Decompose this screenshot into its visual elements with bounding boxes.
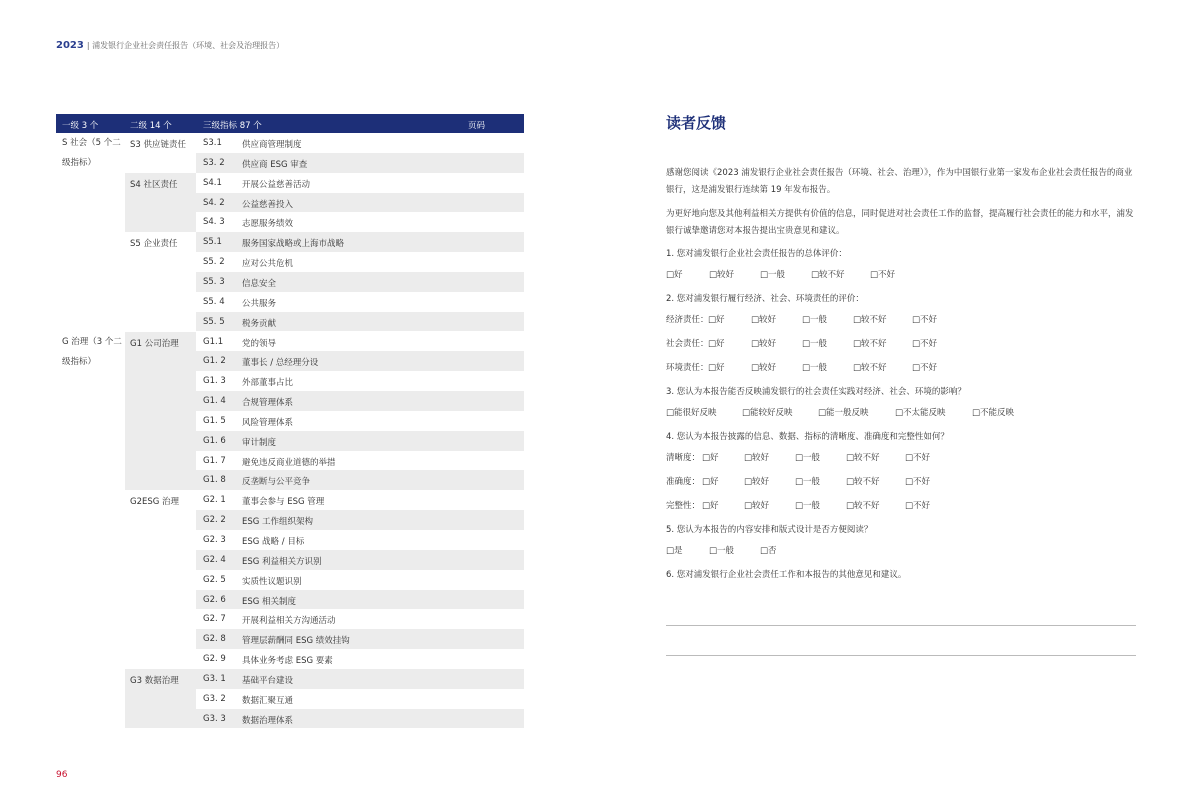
indicator-name: 党的领导 — [242, 338, 277, 349]
level2-label: S4 社区责任 — [130, 179, 178, 190]
table-row — [56, 133, 524, 153]
table-row — [56, 173, 524, 193]
header-level2: 二级 14 个 — [130, 121, 172, 131]
page-header — [56, 40, 284, 51]
indicator-name: 数据治理体系 — [242, 715, 294, 726]
option-checkbox[interactable]: □不好 — [912, 315, 938, 325]
indicator-name: 公益慈善投入 — [242, 199, 294, 210]
indicator-name: 审计制度 — [242, 437, 277, 448]
report-title: | 浦发银行企业社会责任报告（环境、社会及治理报告） — [86, 41, 285, 50]
table-row — [56, 669, 524, 689]
indicator-code: S5. 4 — [203, 296, 225, 307]
indicator-name: 信息安全 — [242, 278, 277, 289]
table-row — [56, 371, 524, 391]
indicator-code: G1. 3 — [203, 376, 226, 387]
indicator-name: 反垄断与公平竞争 — [242, 477, 311, 488]
table-row — [56, 490, 524, 510]
table-row — [56, 411, 524, 431]
table-row — [56, 451, 524, 471]
option-checkbox[interactable]: □较好 — [744, 501, 770, 511]
option-checkbox[interactable]: □好 — [666, 270, 683, 280]
indicator-name: 管理层薪酬同 ESG 绩效挂钩 — [242, 636, 350, 647]
indicator-code: S5. 5 — [203, 316, 225, 327]
option-checkbox[interactable]: □较不好 — [853, 339, 887, 349]
question-2-rows — [666, 313, 1136, 375]
indicator-name: 外部董事占比 — [242, 378, 294, 389]
table-row — [56, 351, 524, 371]
rating-label: 准确度： — [666, 477, 701, 487]
indicator-code: S3. 2 — [203, 157, 225, 168]
option-checkbox[interactable]: □较不好 — [853, 363, 887, 373]
indicator-name: 风险管理体系 — [242, 417, 294, 428]
indicator-code: S4.1 — [203, 177, 222, 188]
option-checkbox[interactable]: □较好 — [751, 363, 777, 373]
indicator-code: G3. 1 — [203, 673, 226, 684]
option-checkbox[interactable]: □较不好 — [853, 315, 887, 325]
indicator-code: G2. 9 — [203, 654, 226, 665]
option-checkbox[interactable]: □一般 — [709, 546, 735, 556]
table-row — [56, 272, 524, 292]
option-checkbox[interactable]: □能很好反映 — [666, 408, 717, 418]
indicator-code: G1. 5 — [203, 415, 226, 426]
question-2: 2. 您对浦发银行履行经济、社会、环境责任的评价： — [666, 294, 864, 304]
indicator-code: S5. 3 — [203, 276, 225, 287]
rating-row — [666, 499, 1136, 513]
rating-label: 环境责任： — [666, 363, 709, 373]
rating-label: 清晰度： — [666, 453, 701, 463]
option-checkbox[interactable]: □能一般反映 — [818, 408, 869, 418]
table-row — [56, 292, 524, 312]
index-table — [56, 114, 524, 729]
rating-row — [666, 313, 1136, 327]
level1-label: S 社会（5 个二级指标） — [62, 138, 121, 168]
option-checkbox[interactable]: □较好 — [709, 270, 735, 280]
indicator-name: 供应商 ESG 审查 — [242, 159, 308, 170]
indicator-code: G2. 2 — [203, 515, 226, 526]
indicator-code: G2. 4 — [203, 554, 226, 565]
indicator-name: 董事会参与 ESG 管理 — [242, 497, 325, 508]
table-row — [56, 649, 524, 669]
table-row — [56, 470, 524, 490]
table-row — [56, 232, 524, 252]
indicator-name: 应对公共危机 — [242, 259, 294, 270]
option-checkbox[interactable]: □较不好 — [811, 270, 845, 280]
option-checkbox[interactable]: □较好 — [751, 315, 777, 325]
question-1-options — [666, 268, 1136, 282]
header-page: 页码 — [468, 121, 486, 131]
option-checkbox[interactable]: □一般 — [795, 501, 821, 511]
indicator-code: G1.1 — [203, 336, 224, 347]
indicator-code: G3. 2 — [203, 693, 226, 704]
table-row — [56, 550, 524, 570]
option-checkbox[interactable]: □不太能反映 — [895, 408, 946, 418]
option-checkbox[interactable]: □好 — [702, 501, 719, 511]
table-row — [56, 153, 524, 173]
option-checkbox[interactable]: □好 — [702, 477, 719, 487]
indicator-code: G2. 1 — [203, 495, 226, 506]
question-4: 4. 您认为本报告披露的信息、数据、指标的清晰度、准确度和完整性如何？ — [666, 432, 949, 442]
indicator-name: 具体业务考虑 ESG 要素 — [242, 656, 333, 667]
option-checkbox[interactable]: □一般 — [802, 339, 828, 349]
option-checkbox[interactable]: □较不好 — [846, 453, 880, 463]
option-checkbox[interactable]: □不好 — [912, 339, 938, 349]
feedback-title: 读者反馈 — [666, 114, 727, 132]
option-checkbox[interactable]: □不好 — [905, 501, 931, 511]
indicator-name: 避免违反商业道德的举措 — [242, 457, 336, 468]
table-row — [56, 252, 524, 272]
rating-label: 社会责任： — [666, 339, 709, 349]
reader-feedback — [666, 112, 1136, 589]
indicator-code: G2. 5 — [203, 574, 226, 585]
question-1: 1. 您对浦发银行企业社会责任报告的总体评价： — [666, 249, 847, 259]
option-checkbox[interactable]: □不好 — [905, 453, 931, 463]
option-checkbox[interactable]: □较好 — [751, 339, 777, 349]
question-5-options — [666, 544, 1136, 558]
indicator-code: S4. 2 — [203, 197, 225, 208]
table-row — [56, 629, 524, 649]
indicator-code: G1. 6 — [203, 435, 226, 446]
indicator-name: 数据汇聚互通 — [242, 695, 294, 706]
table-row — [56, 510, 524, 530]
indicator-code: S4. 3 — [203, 217, 225, 228]
feedback-intro-2: 为更好地向您及其他利益相关方提供有价值的信息，同时促进对社会责任工作的监督，提高履行社会责任的能力和水平，浦发银行诚挚邀请您对本报告提出宝贵意见和建议。 — [666, 209, 1134, 236]
indicator-code: S5. 2 — [203, 257, 225, 268]
table-row — [56, 212, 524, 232]
table-row — [56, 570, 524, 590]
indicator-name: ESG 相关制度 — [242, 596, 297, 607]
table-row — [56, 590, 524, 610]
table-row — [56, 609, 524, 629]
indicator-name: 董事长 / 总经理分设 — [242, 358, 319, 369]
table-row — [56, 709, 524, 729]
option-checkbox[interactable]: □不能反映 — [972, 408, 1015, 418]
option-checkbox[interactable]: □是 — [666, 546, 683, 556]
level1-label: G 治理（3 个二级指标） — [62, 336, 122, 367]
indicator-code: G1. 7 — [203, 455, 226, 466]
feedback-intro-1: 感谢您阅读《2023 浦发银行企业社会责任报告（环境、社会、治理）》，作为中国银行业第一家发布企业社会责任报告的商业银行，这是浦发银行连续第 19 年发布报告。 — [666, 168, 1133, 195]
indicator-name: 公共服务 — [242, 298, 277, 309]
header-level3: 三级指标 87 个 — [203, 121, 262, 131]
level2-label: S3 供应链责任 — [130, 140, 187, 150]
indicator-name: 志愿服务绩效 — [242, 219, 294, 230]
option-checkbox[interactable]: □能较好反映 — [742, 408, 793, 418]
option-checkbox[interactable]: □不好 — [912, 363, 938, 373]
indicator-code: S5.1 — [203, 237, 222, 248]
option-checkbox[interactable]: □较好 — [744, 477, 770, 487]
indicator-name: 开展利益相关方沟通活动 — [242, 616, 336, 627]
report-year: 2023 — [56, 40, 84, 51]
question-3-options — [666, 406, 1136, 420]
option-checkbox[interactable]: □一般 — [795, 477, 821, 487]
table-row — [56, 689, 524, 709]
rating-row — [666, 337, 1136, 351]
option-checkbox[interactable]: □好 — [708, 339, 725, 349]
page-number: 96 — [56, 770, 68, 780]
rating-label: 完整性： — [666, 501, 701, 511]
level2-label: G2ESG 治理 — [130, 497, 180, 508]
indicator-name: ESG 利益相关方识别 — [242, 556, 322, 567]
indicator-name: 开展公益慈善活动 — [242, 179, 311, 190]
option-checkbox[interactable]: □好 — [708, 315, 725, 325]
indicator-code: G2. 7 — [203, 614, 226, 625]
option-checkbox[interactable]: □较好 — [744, 453, 770, 463]
indicator-code: G3. 3 — [203, 713, 226, 724]
indicator-code: G2. 3 — [203, 535, 226, 545]
option-checkbox[interactable]: □较不好 — [846, 477, 880, 487]
indicator-code: G2. 6 — [203, 594, 226, 605]
level2-label: G1 公司治理 — [130, 338, 179, 349]
indicator-name: 供应商管理制度 — [242, 140, 302, 150]
option-checkbox[interactable]: □好 — [702, 453, 719, 463]
table-body — [56, 133, 524, 729]
indicator-name: 税务贡献 — [242, 318, 277, 329]
indicator-code: G1. 2 — [203, 356, 226, 367]
question-6: 6. 您对浦发银行企业社会责任工作和本报告的其他意见和建议。 — [666, 570, 907, 580]
indicator-code: G2. 8 — [203, 634, 226, 645]
indicator-code: G1. 4 — [203, 396, 226, 407]
option-checkbox[interactable]: □一般 — [795, 453, 821, 463]
option-checkbox[interactable]: □不好 — [870, 270, 896, 280]
indicator-name: ESG 工作组织架构 — [242, 517, 314, 528]
question-3: 3. 您认为本报告能否反映浦发银行的社会责任实践对经济、社会、环境的影响？ — [666, 387, 966, 397]
answer-line-2 — [666, 655, 1136, 656]
indicator-code: S3.1 — [203, 138, 222, 148]
rating-label: 经济责任： — [666, 315, 709, 325]
option-checkbox[interactable]: □好 — [708, 363, 725, 373]
option-checkbox[interactable]: □不好 — [905, 477, 931, 487]
rating-row — [666, 361, 1136, 375]
indicator-name: 基础平台建设 — [242, 675, 294, 686]
indicator-name: ESG 战略 / 目标 — [242, 537, 305, 547]
indicator-name: 服务国家战略或上海市战略 — [242, 239, 345, 250]
table-row — [56, 193, 524, 213]
question-4-rows — [666, 451, 1136, 513]
table-row — [56, 332, 524, 352]
rating-row — [666, 475, 1136, 489]
answer-line-1 — [666, 625, 1136, 626]
table-row — [56, 391, 524, 411]
level2-label: S5 企业责任 — [130, 239, 178, 250]
option-checkbox[interactable]: □否 — [760, 546, 777, 556]
rating-row — [666, 451, 1136, 465]
level2-label: G3 数据治理 — [130, 675, 179, 686]
table-row — [56, 431, 524, 451]
indicator-name: 合规管理体系 — [242, 398, 294, 409]
indicator-code: G1. 8 — [203, 475, 226, 486]
question-5: 5. 您认为本报告的内容安排和版式设计是否方便阅读？ — [666, 525, 873, 535]
option-checkbox[interactable]: □一般 — [802, 315, 828, 325]
option-checkbox[interactable]: □较不好 — [846, 501, 880, 511]
table-row — [56, 530, 524, 550]
option-checkbox[interactable]: □一般 — [802, 363, 828, 373]
table-row — [56, 312, 524, 332]
header-level1: 一级 3 个 — [62, 121, 99, 131]
table-header — [56, 114, 524, 133]
option-checkbox[interactable]: □一般 — [760, 270, 786, 280]
indicator-name: 实质性议题识别 — [242, 576, 302, 587]
